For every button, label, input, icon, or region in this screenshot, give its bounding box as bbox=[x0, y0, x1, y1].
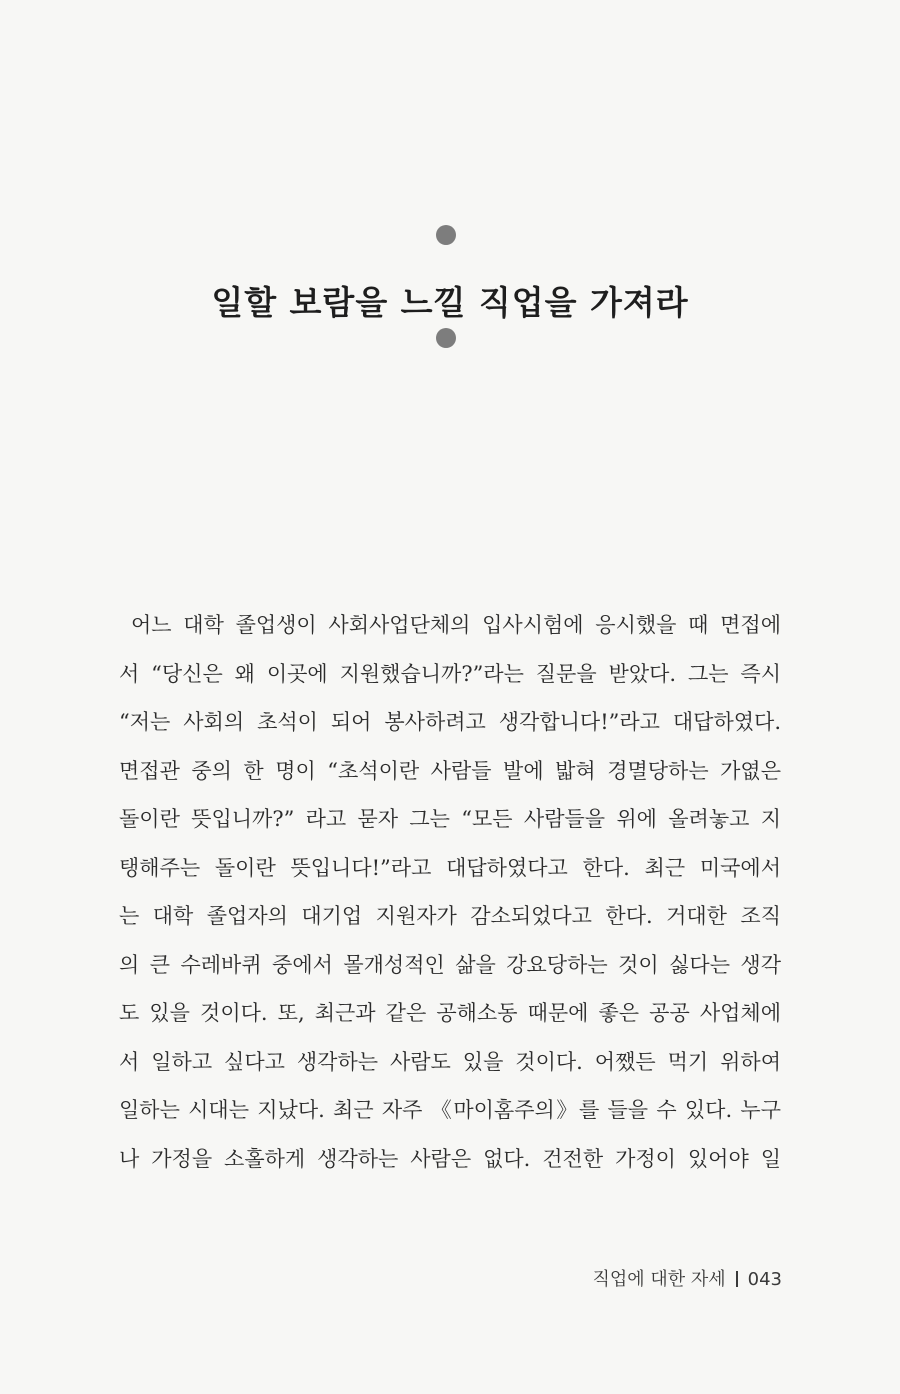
text-line: “저는 사회의 초석이 되어 봉사하려고 생각합니다!”라고 대답하였다. bbox=[119, 710, 781, 734]
text-line: 서 “당신은 왜 이곳에 지원했습니까?”라는 질문을 받았다. 그는 즉시 bbox=[119, 661, 781, 686]
footer-separator bbox=[736, 1271, 738, 1287]
text-line: 의 큰 수레바퀴 중에서 몰개성적인 삶을 강요당하는 것이 싫다는 생각 bbox=[119, 952, 781, 977]
page-footer bbox=[592, 1265, 782, 1291]
body-paragraph bbox=[119, 601, 781, 1183]
text-line: 어느 대학 졸업생이 사회사업단체의 입사시험에 응시했을 때 면접에 bbox=[131, 613, 781, 637]
title-ornament-bottom-dot bbox=[436, 328, 456, 348]
text-line: 도 있을 것이다. 또, 최근과 같은 공해소동 때문에 좋은 공공 사업체에 bbox=[119, 1001, 781, 1025]
text-line: 서 일하고 싶다고 생각하는 사람도 있을 것이다. 어쨌든 먹기 위하여 bbox=[119, 1049, 781, 1074]
text-line: 나 가정을 소홀하게 생각하는 사람은 없다. 건전한 가정이 있어야 일 bbox=[119, 1146, 781, 1171]
text-line: 일하는 시대는 지났다. 최근 자주 《마이홈주의》를 들을 수 있다. 누구 bbox=[119, 1098, 781, 1122]
chapter-title: 일할 보람을 느낄 직업을 가져라 bbox=[211, 283, 689, 323]
text-line: 돌이란 뜻입니까?” 라고 묻자 그는 “모든 사람들을 위에 올려놓고 지 bbox=[119, 807, 781, 831]
text-line: 면접관 중의 한 명이 “초석이란 사람들 발에 밟혀 경멸당하는 가엾은 bbox=[119, 758, 781, 783]
footer-section-title: 직업에 대한 자세 bbox=[592, 1269, 726, 1290]
page-number: 043 bbox=[747, 1269, 782, 1290]
text-line: 는 대학 졸업자의 대기업 지원자가 감소되었다고 한다. 거대한 조직 bbox=[119, 904, 781, 928]
title-ornament-top-dot bbox=[436, 225, 456, 245]
text-line: 탱해주는 돌이란 뜻입니다!”라고 대답하였다고 한다. 최근 미국에서 bbox=[119, 855, 781, 880]
